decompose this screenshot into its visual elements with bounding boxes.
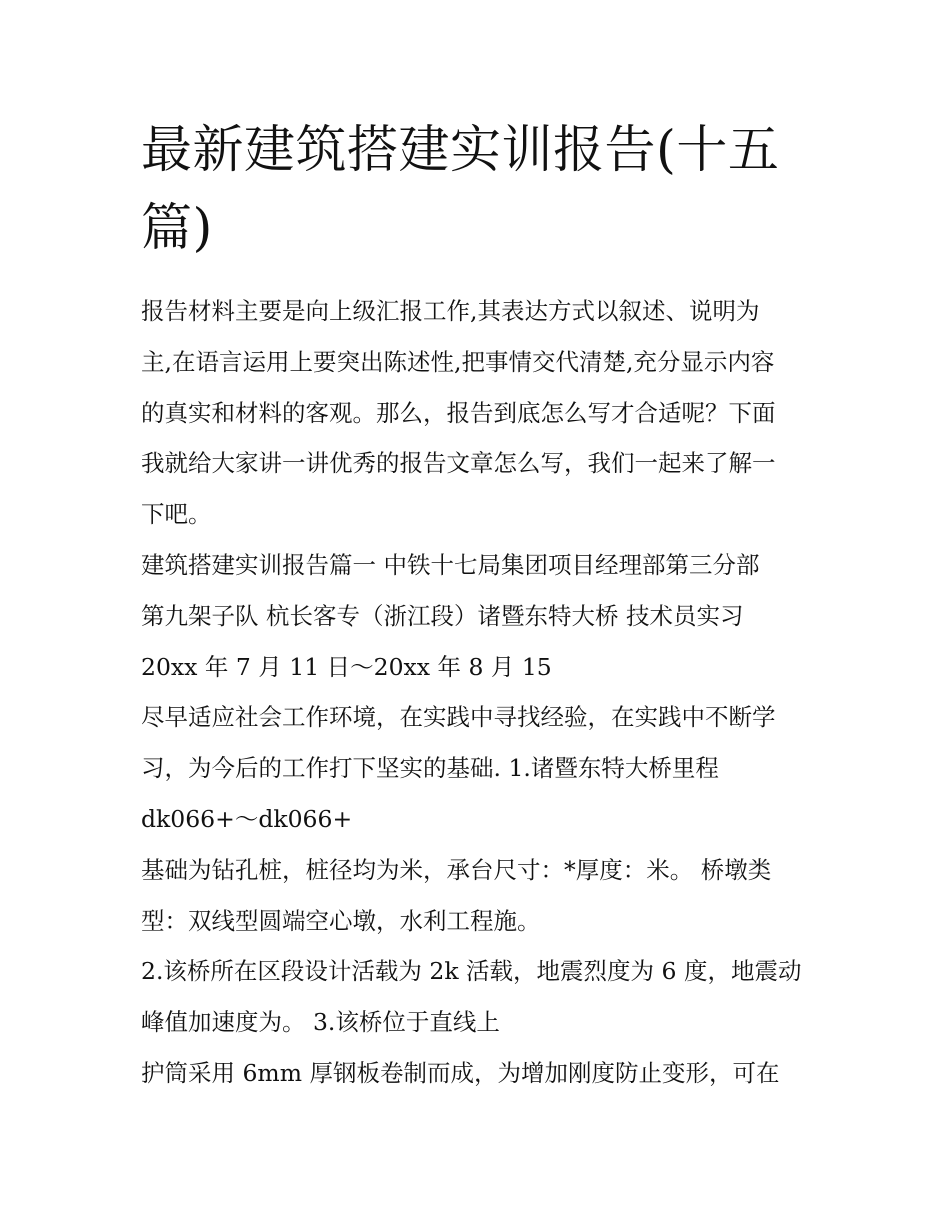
body-line: 下吧。: [141, 500, 212, 529]
title-line: 篇): [141, 199, 213, 258]
body-line: 基础为钻孔桩，桩径均为米，承台尺寸：*厚度：米。 桥墩类: [141, 855, 772, 884]
body-line: 第九架子队 杭长客专（浙江段）诸暨东特大桥 技术员实习: [141, 601, 744, 630]
body-line: 报告材料主要是向上级汇报工作,其表达方式以叙述、说明为: [141, 297, 760, 325]
body-line: dk066+～dk066+: [141, 804, 353, 833]
document-title: [141, 112, 813, 268]
body-line: 型：双线型圆端空心墩，水利工程施。: [141, 906, 541, 935]
body-line: 护筒采用 6mm 厚钢板卷制而成，为增加刚度防止变形，可在: [141, 1058, 780, 1087]
body-line: 我就给大家讲一讲优秀的报告文章怎么写，我们一起来了解一: [141, 449, 776, 478]
body-line: 2.该桥所在区段设计活载为 2k 活载，地震烈度为 6 度，地震动: [141, 957, 802, 986]
document-content: [141, 112, 813, 1099]
body-line: 峰值加速度为。 3.该桥位于直线上: [141, 1008, 500, 1037]
body-line: 的真实和材料的客观。那么，报告到底怎么写才合适呢？下面: [141, 398, 776, 427]
document-body: [141, 286, 813, 1099]
body-line: 主,在语言运用上要突出陈述性,把事情交代清楚,充分显示内容: [141, 347, 775, 376]
body-line: 建筑搭建实训报告篇一 中铁十七局集团项目经理部第三分部: [141, 550, 760, 579]
title-line: 最新建筑搭建实训报告(十五: [141, 121, 780, 180]
body-line: 尽早适应社会工作环境，在实践中寻找经验，在实践中不断学: [141, 703, 776, 732]
body-line: 习，为今后的工作打下坚实的基础. 1.诸暨东特大桥里程: [141, 754, 719, 783]
body-line: 20xx 年 7 月 11 日～20xx 年 8 月 15: [141, 652, 552, 681]
